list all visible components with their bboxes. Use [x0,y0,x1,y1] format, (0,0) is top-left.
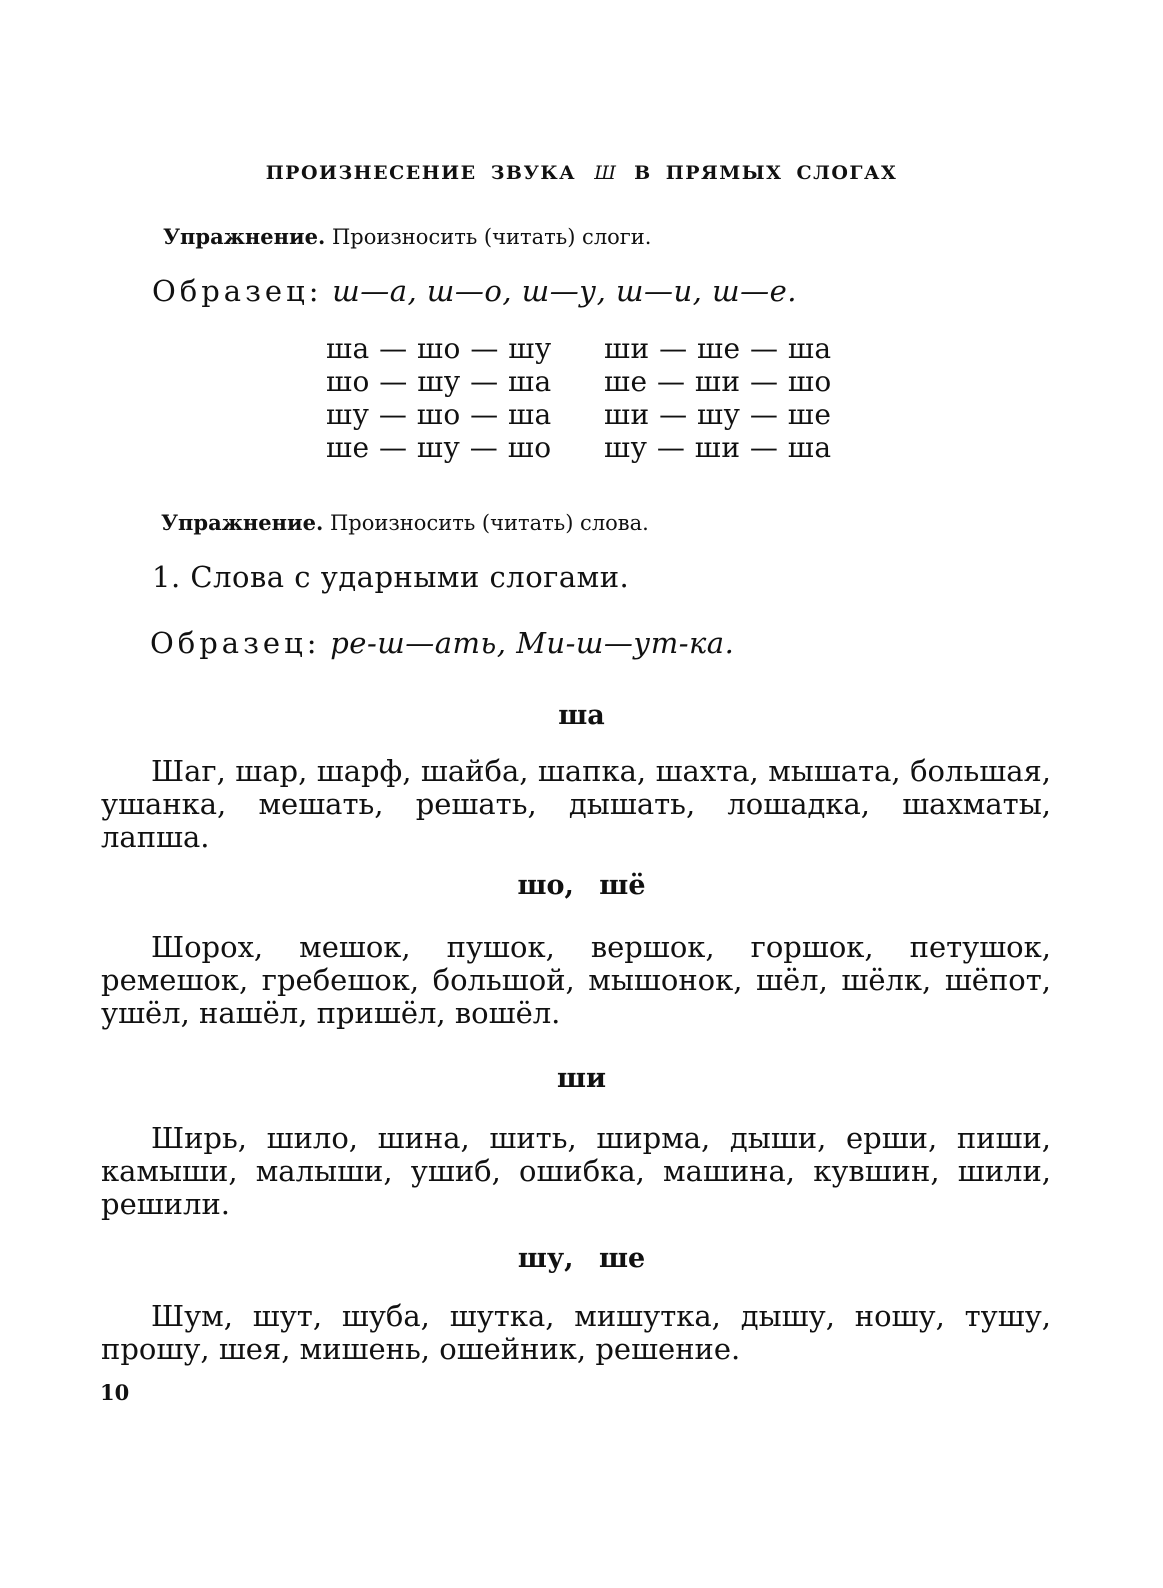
syllable-row: ше — шу — шо [326,431,552,464]
exercise-label: Упражнение. [161,510,324,535]
title-after: В ПРЯМЫХ СЛОГАХ [634,162,898,184]
syllable-row: шу — ши — ша [604,431,832,464]
numbered-item: 1. Слова с ударными слогами. [152,560,630,594]
section-heading-sho: шо, шё [517,870,646,901]
syllable-row: ши — ше — ша [604,332,832,365]
section-paragraph-sha: Шаг, шар, шарф, шайба, шапка, шахта, мышата, большая, ушанка, мешать, решать, дышать, лошадка, шахматы, лапша. [101,754,1051,854]
syllable-column-left [326,332,552,464]
exercise-label: Упражнение. [163,224,326,249]
sample-words [150,626,734,660]
sample-text: ш—а, ш—о, ш—у, ш—и, ш—е. [332,274,797,308]
section-paragraph-shi: Ширь, шило, шина, шить, ширма, дыши, ерши, пиши, камыши, малыши, ушиб, ошибка, машина, кувшин, шили, решили. [101,1121,1051,1221]
section-paragraph-shu: Шум, шут, шуба, шутка, мишутка, дышу, ношу, тушу, прошу, шея, мишень, ошейник, решение. [101,1299,1051,1366]
section-heading-sha: ша [558,700,605,731]
syllable-row: шо — шу — ша [326,365,552,398]
syllable-row: ша — шо — шу [326,332,552,365]
sample-text: ре-ш—ать, Ми-ш—ут-ка. [330,626,735,660]
title-before: ПРОИЗНЕСЕНИЕ ЗВУКА [265,162,577,184]
exercise-words [161,510,649,535]
page-number: 10 [100,1380,130,1405]
section-paragraph-sho: Шорох, мешок, пушок, вершок, горшок, петушок, ремешок, гребешок, большой, мышонок, шёл, шёлк, шёпот, ушёл, нашёл, пришёл, вошёл. [101,930,1051,1030]
exercise-syllables [163,224,651,249]
sample-label: Образец: [150,626,321,660]
section-heading-shu: шу, ше [517,1243,646,1274]
syllable-row: шу — шо — ша [326,398,552,431]
sample-label: Образец: [152,274,323,308]
page-title [0,162,1163,184]
syllable-column-right [604,332,832,464]
title-letter: Ш [594,162,616,184]
syllable-row: ши — шу — ше [604,398,832,431]
exercise-instruction: Произносить (читать) слоги. [331,225,652,249]
section-heading-shi: ши [556,1063,607,1094]
exercise-instruction: Произносить (читать) слова. [329,511,649,535]
syllable-row: ше — ши — шо [604,365,832,398]
sample-syllables [152,274,797,308]
